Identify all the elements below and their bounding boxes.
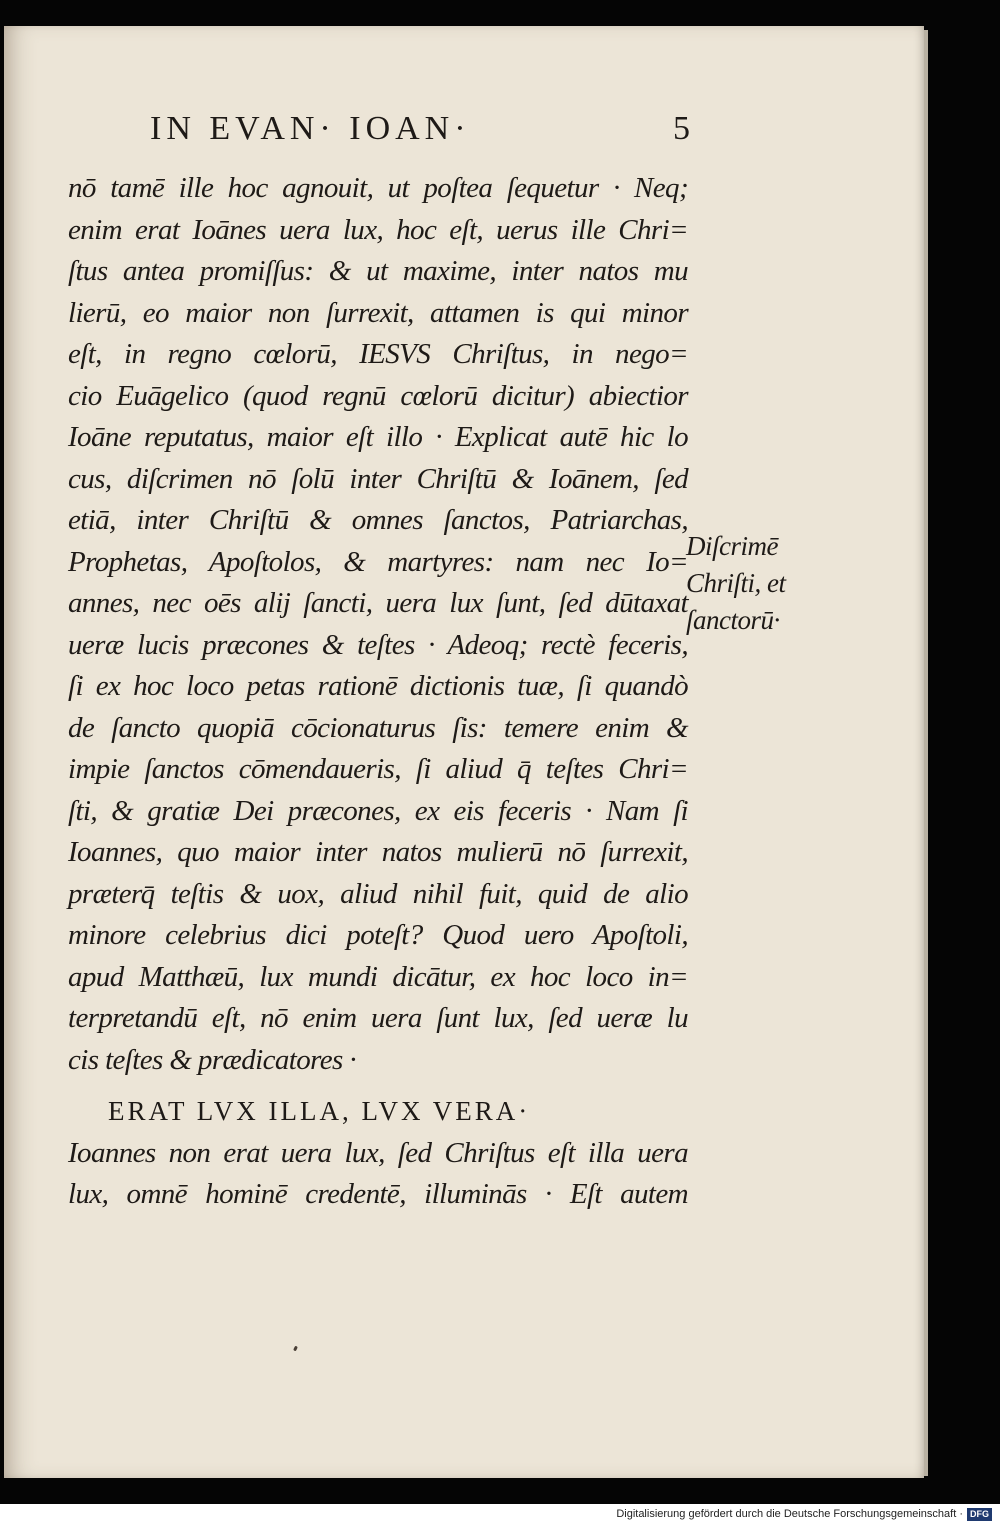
text-line: lux, omnē hominē credentē, illuminās · Eſt autem [68,1178,688,1210]
text-line: apud Matthæū, lux mundi dicātur, ex hoc loco in= [68,960,688,993]
text-line: terpretandū eſt, nō enim uera ſunt lux, ſed ueræ lu [68,1002,688,1034]
running-head-title: IN EVAN· IOAN· [150,110,471,147]
text-line: ueræ lucis præcones & teſtes · Adeoq; rectè feceris, [68,628,688,661]
main-text-block [68,168,688,1216]
text-line: etiā, inter Chriſtū & omnes ſanctos, Patriarchas, [68,504,688,536]
text-line: præterq̄ teſtis & uox, aliud nihil fuit, quid de alio [68,877,688,910]
section-heading: ERAT LVX ILLA, LVX VERA· [108,1096,531,1126]
running-head [150,110,690,160]
text-line: impie ſanctos cōmendaueris, ſi aliud q̄ teſtes Chri= [68,753,688,785]
text-line: Ioannes non erat uera lux, ſed Chriſtus eſt illa uera [68,1136,688,1169]
text-line: cio Euāgelico (quod regnū cœlorū dicitur) abiectior [68,379,688,412]
text-line: minore celebrius dici poteſt? Quod uero Apoſtoli, [68,919,688,951]
footer-credit: Digitalisierung gefördert durch die Deutsche Forschungsgemeinschaft · [616,1508,963,1520]
text-line: enim erat Ioānes uera lux, hoc eſt, uerus ille Chri= [68,213,688,246]
marginal-note-line: Chriſti, et [686,568,786,598]
marginal-note-line: Diſcrimē [686,531,778,561]
text-line: ſi ex hoc loco petas rationē dictionis tuæ, ſi quandò [68,670,688,702]
digitization-footer [616,1506,992,1522]
marginal-note-line: ſanctorū· [686,605,780,635]
text-line: ſti, & gratiæ Dei præcones, ex eis feceris · Nam ſi [68,794,688,827]
dfg-logo: DFG [967,1508,992,1521]
text-line: Ioannes, quo maior inter natos mulierū nō ſurrexit, [68,836,688,868]
text-line: Ioāne reputatus, maior eſt illo · Explicat autē hic lo [68,421,688,453]
text-line: annes, nec oēs alij ſancti, uera lux ſunt, ſed dūtaxat [68,587,688,619]
text-line: ſtus antea promiſſus: & ut maxime, inter natos mu [68,255,688,287]
text-line: Prophetas, Apoſtolos, & martyres: nam nec Io= [68,545,688,578]
text-line: cis teſtes & prædicatores · [68,1043,357,1076]
text-line: eſt, in regno cœlorū, IESVS Chriſtus, in nego= [68,338,688,370]
text-line: lierū, eo maior non ſurrexit, attamen is qui minor [68,296,688,329]
folio-number: 5 [673,110,690,147]
page-fore-edge [924,30,928,1476]
text-line: cus, diſcrimen nō ſolū inter Chriſtū & Ioānem, ſed [68,462,688,495]
marginal-note [686,528,816,639]
text-line: de ſancto quopiā cōcionaturus ſis: temere enim & [68,711,688,744]
text-line: nō tamē ille hoc agnouit, ut poſtea ſequetur · Neq; [68,172,688,204]
